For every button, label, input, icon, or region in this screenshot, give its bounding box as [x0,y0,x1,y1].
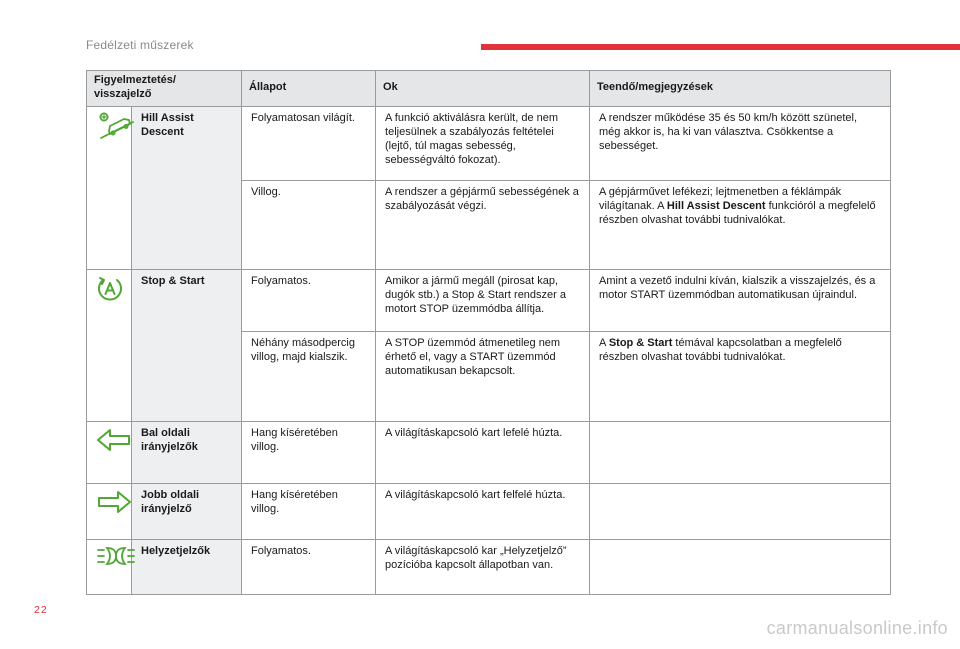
action-cell [590,421,891,483]
cause-cell: Amikor a jármű megáll (pirosat kap, dugók stb.) a Stop & Start rendszer a motort STOP üzemmódba állítja. [376,269,590,331]
action-cell [590,539,891,594]
cause-cell: A világításkapcsoló kart lefelé húzta. [376,421,590,483]
action-cell: Amint a vezető indulni kíván, kialszik a visszajelzés, és a motor START üzemmódban automatikusan újraindul. [590,269,891,331]
right-turn-icon-cell [87,483,132,539]
left-turn-icon-cell [87,421,132,483]
hill-assist-descent-icon [96,112,136,140]
cause-cell: A funkció aktiválásra került, de nem teljesülnek a szabályozás feltételei (lejtő, túl magas sebesség, sebességváltó fokozat). [376,106,590,180]
table-row [87,421,891,483]
left-turn-signal-icon [96,427,132,453]
warning-lights-table [86,70,891,595]
cause-cell: A rendszer a gépjármű sebességének a szabályozását végzi. [376,180,590,269]
indicator-name: Helyzetjelzők [132,539,242,594]
table-row [87,269,891,331]
section-title: Fedélzeti műszerek [86,38,194,52]
indicator-name: Stop & Start [132,269,242,421]
action-cell [590,483,891,539]
cause-cell: A világításkapcsoló kar „Helyzetjelző” pozícióba kapcsolt állapotban van. [376,539,590,594]
state-cell: Folyamatosan világít. [242,106,376,180]
stop-start-icon [96,275,124,303]
action-cell: A gépjárművet lefékezi; lejtmenetben a féklámpák világítanak. A Hill Assist Descent funkcióról a megfelelő részben olvashat további tudnivalókat. [590,180,891,269]
indicator-name: Jobb oldali irányjelző [132,483,242,539]
page-number: 22 [34,604,48,616]
column-header-indicator: Figyelmeztetés/ visszajelző [87,71,242,107]
table-row [87,539,891,594]
cause-cell: A világításkapcsoló kart felfelé húzta. [376,483,590,539]
table-header-row [87,71,891,107]
indicator-name: Bal oldali irányjelzők [132,421,242,483]
table-row [87,483,891,539]
column-header-cause: Ok [376,71,590,107]
sidelights-icon-cell [87,539,132,594]
indicator-name: Hill Assist Descent [132,106,242,269]
right-turn-signal-icon [96,489,132,515]
column-header-action: Teendő/megjegyzések [590,71,891,107]
column-header-state: Állapot [242,71,376,107]
state-cell: Folyamatos. [242,539,376,594]
section-accent-bar [481,44,960,50]
table-row [87,106,891,180]
action-cell: A Stop & Start témával kapcsolatban a megfelelő részben olvashat további tudnivalókat. [590,331,891,421]
sidelights-icon [96,545,136,567]
state-cell: Néhány másodpercig villog, majd kialszik. [242,331,376,421]
cause-cell: A STOP üzemmód átmenetileg nem érhető el, vagy a START üzemmód automatikusan bekapcsolt. [376,331,590,421]
state-cell: Hang kíséretében villog. [242,483,376,539]
state-cell: Folyamatos. [242,269,376,331]
watermark: carmanualsonline.info [766,618,948,638]
hill-assist-icon-cell [87,106,132,269]
stop-start-icon-cell [87,269,132,421]
state-cell: Hang kíséretében villog. [242,421,376,483]
action-cell: A rendszer működése 35 és 50 km/h között szünetel, még akkor is, ha ki van választva. Csökkentse a sebességet. [590,106,891,180]
state-cell: Villog. [242,180,376,269]
